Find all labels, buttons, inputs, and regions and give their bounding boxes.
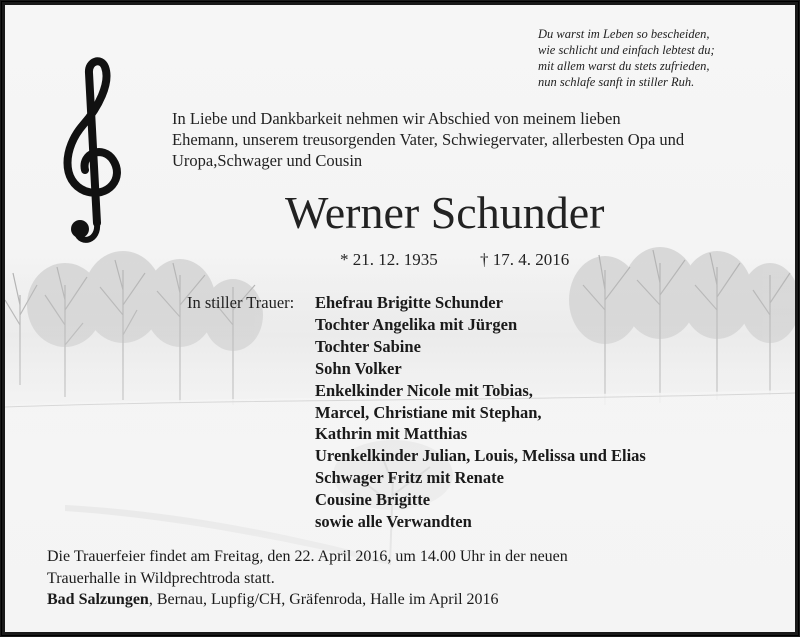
poem-line: mit allem warst du stets zufrieden, — [538, 59, 710, 73]
intro-line: Ehemann, unserem treusorgenden Vater, Schwiegervater, allerbesten Opa und — [172, 130, 685, 149]
poem-line: Du warst im Leben so bescheiden, — [538, 27, 710, 41]
funeral-info-line: Die Trauerfeier findet am Freitag, den 22. April 2016, um 14.00 Uhr in der neuen — [47, 548, 568, 565]
deceased-name: Werner Schunder — [285, 187, 605, 238]
mourner-line: Kathrin mit Matthias — [315, 424, 468, 444]
places-line — [47, 589, 787, 611]
death-date: † 17. 4. 2016 — [480, 250, 570, 269]
life-dates — [340, 249, 569, 271]
mourner-line: Urenkelkinder Julian, Louis, Melissa und Elias — [315, 446, 646, 466]
mourner-line: Tochter Sabine — [315, 336, 421, 356]
mourner-line: Sohn Volker — [315, 358, 402, 378]
poem — [538, 26, 788, 90]
birth-date: * 21. 12. 1935 — [340, 250, 438, 269]
mourners-list — [315, 292, 646, 533]
intro-text — [172, 108, 782, 171]
place-bold: Bad Salzungen — [47, 591, 149, 608]
intro-line: In Liebe und Dankbarkeit nehmen wir Abschied von meinem lieben — [172, 109, 621, 128]
mourner-line: Enkelkinder Nicole mit Tobias, — [315, 380, 533, 400]
treble-clef-icon — [53, 53, 133, 248]
mourner-line: Ehefrau Brigitte Schunder — [315, 293, 503, 312]
mourner-line: Schwager Fritz mit Renate — [315, 468, 504, 488]
mourner-line: sowie alle Verwandten — [315, 512, 472, 532]
mourning-label: In stiller Trauer: — [187, 293, 295, 312]
funeral-info-line: Trauerhalle in Wildprechtroda statt. — [47, 569, 275, 587]
mourner-line: Marcel, Christiane mit Stephan, — [315, 402, 542, 422]
mourner-line: Tochter Angelika mit Jürgen — [315, 314, 518, 334]
intro-line: Uropa,Schwager und Cousin — [172, 151, 363, 170]
mourner-line: Cousine Brigitte — [315, 490, 431, 510]
poem-line: wie schlicht und einfach lebtest du; — [538, 43, 715, 57]
poem-line: nun schlafe sanft in stiller Ruh. — [538, 75, 695, 89]
places-rest: , Bernau, Lupfig/CH, Gräfenroda, Halle im April 2016 — [148, 591, 499, 608]
funeral-info — [47, 546, 787, 611]
